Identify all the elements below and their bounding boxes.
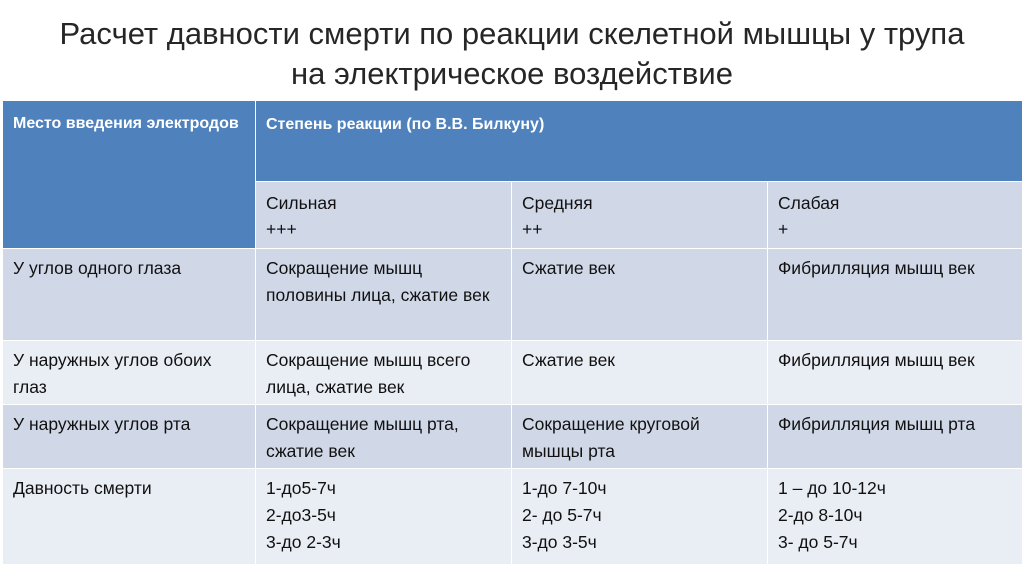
row-label: У углов одного глаза: [3, 249, 256, 341]
table-cell: Сжатие век: [512, 341, 768, 405]
duration-line: 3- до 5-7ч: [778, 532, 858, 552]
level-medium: [512, 182, 768, 249]
row-label: У наружных углов рта: [3, 405, 256, 469]
reaction-table: [2, 100, 1023, 565]
header-electrode-site: Место введения электродов: [3, 101, 256, 249]
duration-cell-strong: [256, 469, 512, 565]
level-mark: +++: [266, 219, 297, 239]
duration-line: 3-до 3-5ч: [522, 532, 597, 552]
level-weak: [768, 182, 1023, 249]
duration-line: 3-до 2-3ч: [266, 532, 341, 552]
table-cell: Сокращение круговой мышцы рта: [512, 405, 768, 469]
duration-line: 1-до5-7ч: [266, 478, 336, 498]
level-name: Слабая: [778, 193, 840, 213]
table-cell: Сокращение мышц рта, сжатие век: [256, 405, 512, 469]
header-reaction-degree: Степень реакции (по В.В. Билкуну): [256, 101, 1023, 182]
level-strong: [256, 182, 512, 249]
table-cell: Фибрилляция мышц век: [768, 341, 1023, 405]
duration-cell-medium: [512, 469, 768, 565]
level-mark: +: [778, 219, 789, 239]
table-cell: Сжатие век: [512, 249, 768, 341]
table-cell: Сокращение мышц половины лица, сжатие век: [256, 249, 512, 341]
table-row: [3, 249, 1023, 341]
row-label: У наружных углов обоих глаз: [3, 341, 256, 405]
table-row-duration: [3, 469, 1023, 565]
header-row: [3, 101, 1023, 182]
duration-cell-weak: [768, 469, 1023, 565]
table-row: [3, 341, 1023, 405]
duration-line: 2-до3-5ч: [266, 505, 336, 525]
duration-line: 2-до 8-10ч: [778, 505, 863, 525]
duration-line: 1-до 7-10ч: [522, 478, 607, 498]
slide-title: [0, 14, 1024, 94]
level-mark: ++: [522, 219, 543, 239]
duration-line: 1 – до 10-12ч: [778, 478, 886, 498]
row-label: Давность смерти: [3, 469, 256, 565]
table-cell: Фибрилляция мышц век: [768, 249, 1023, 341]
table-row: [3, 405, 1023, 469]
table-cell: Сокращение мышц всего лица, сжатие век: [256, 341, 512, 405]
title-line-2: на электрическое воздействие: [291, 56, 733, 91]
level-name: Сильная: [266, 193, 337, 213]
duration-line: 2- до 5-7ч: [522, 505, 602, 525]
title-line-1: Расчет давности смерти по реакции скелетной мышцы у трупа: [59, 16, 965, 51]
level-name: Средняя: [522, 193, 593, 213]
table-cell: Фибрилляция мышц рта: [768, 405, 1023, 469]
